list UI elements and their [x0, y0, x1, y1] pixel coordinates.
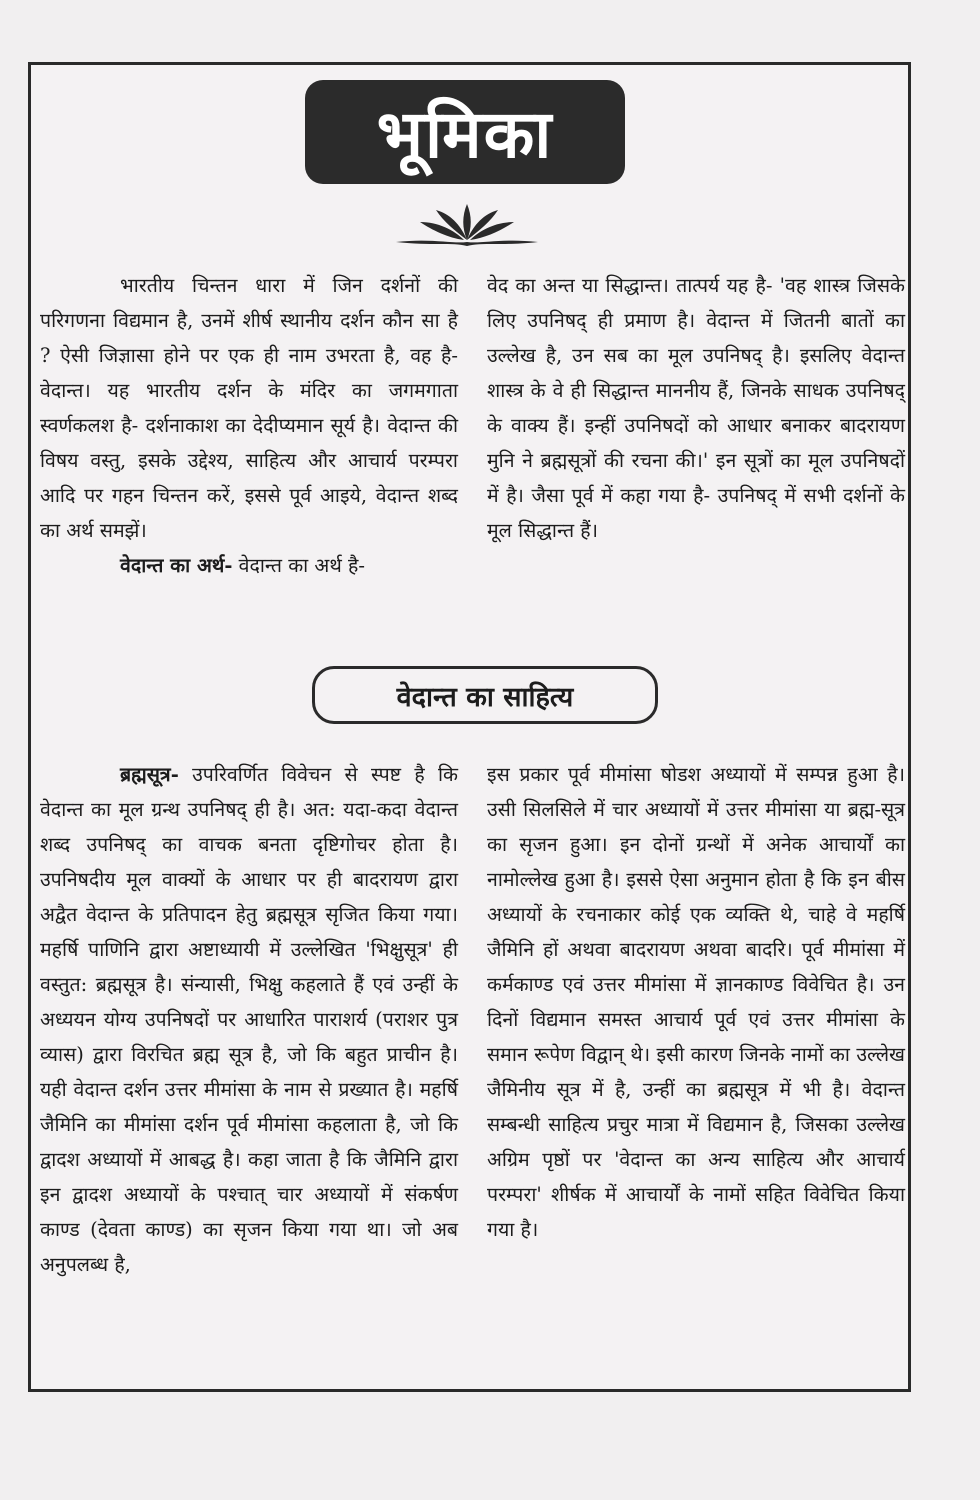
- literature-left-column: [40, 757, 458, 1282]
- brahmasutra-text: उपरिवर्णित विवेचन से स्पष्ट है कि वेदान्त का मूल ग्रन्थ उपनिषद् ही है। अत: यदा-कदा वेदान्त शब्द उपनिषद् का वाचक बनता दृष्टिगोचर होता है। उपनिषदीय मूल वाक्यों के आधार पर ही बादरायण द्वारा अद्वैत वेदान्त के प्रतिपादन हेतु ब्रह्मसूत्र सृजित किया गया। महर्षि पाणिनि द्वारा अष्टाध्यायी में उल्लेखित 'भिक्षुसूत्र' ही वस्तुत: ब्रह्मसूत्र है। संन्यासी, भिक्षु कहलाते हैं एवं उन्हीं के अध्ययन योग्य उपनिषदों पर आधारित पाराशर्य (पराशर पुत्र व्यास) द्वारा विरचित ब्रह्म सूत्र है, जो कि बहुत प्राचीन है। यही वेदान्त दर्शन उत्तर मीमांसा के नाम से प्रख्यात है। महर्षि जैमिनि का मीमांसा दर्शन पूर्व मीमांसा कहलाता है, जो कि द्वादश अध्यायों में आबद्ध है। कहा जाता है कि जैमिनि द्वारा इन द्वादश अध्यायों के पश्चात् चार अध्यायों में संकर्षण काण्ड (देवता काण्ड) का सृजन किया गया था। जो अब अनुपलब्ध है,: [40, 763, 458, 1276]
- meaning-paragraph: [40, 548, 458, 583]
- brahmasutra-label: ब्रह्मसूत्र-: [120, 763, 179, 786]
- brahmasutra-paragraph: [40, 757, 458, 1282]
- mimamsa-paragraph: इस प्रकार पूर्व मीमांसा षोडश अध्यायों में सम्पन्न हुआ है। उसी सिलसिले में चार अध्यायों में उत्तर मीमांसा या ब्रह्म-सूत्र का सृजन हुआ। इन दोनों ग्रन्थों में अनेक आचार्यों का नामोल्लेख हुआ है। इससे ऐसा अनुमान होता है कि इन बीस अध्यायों के रचनाकार कोई एक व्यक्ति थे, चाहे वे महर्षि जैमिनि हों अथवा बादरायण अथवा बादरि। पूर्व मीमांसा में कर्मकाण्ड एवं उत्तर मीमांसा में ज्ञानकाण्ड विवेचित है। उन दिनों विद्यमान समस्त आचार्य पूर्व एवं उत्तर मीमांसा के समान रूपेण विद्वान् थे। इसी कारण जिनके नामों का उल्लेख जैमिनीय सूत्र में है, उन्हीं का ब्रह्मसूत्र में भी है। वेदान्त सम्बन्धी साहित्य प्रचुर मात्रा में विद्यमान है, जिसका उल्लेख अग्रिम पृष्ठों पर 'वेदान्त का अन्य साहित्य और आचार्य परम्परा' शीर्षक में आचार्यों के नामों सहित विवेचित किया गया है।: [487, 763, 905, 1241]
- literature-right-column: [487, 757, 905, 1247]
- intro-paragraph: भारतीय चिन्तन धारा में जिन दर्शनों की परिगणना विद्यमान है, उनमें शीर्ष स्थानीय दर्शन कौन सा है ? ऐसी जिज्ञासा होने पर एक ही नाम उभरता है, वह है-वेदान्त। यह भारतीय दर्शन के मंदिर का जगमगाता स्वर्णकलश है- दर्शनाकाश का देदीप्यमान सूर्य है। वेदान्त की विषय वस्तु, इसके उद्देश्य, साहित्य और आचार्य परम्परा आदि पर गहन चिन्तन करें, इससे पूर्व आइये, वेदान्त शब्द का अर्थ समझें।: [40, 274, 458, 542]
- meaning-continuation: वेद का अन्त या सिद्धान्त। तात्पर्य यह है- 'वह शास्त्र जिसके लिए उपनिषद् ही प्रमाण है। वेदान्त में जितनी बातों का उल्लेख है, उन सब का मूल उपनिषद् है। इसलिए वेदान्त शास्त्र के वे ही सिद्धान्त माननीय हैं, जिनके साधक उपनिषद् के वाक्य हैं। इन्हीं उपनिषदों को आधार बनाकर बादरायण मुनि ने ब्रह्मसूत्रों की रचना की।' इन सूत्रों का मूल उपनिषदों में है। जैसा पूर्व में कहा गया है- उपनिषद् में सभी दर्शनों के मूल सिद्धान्त हैं।: [487, 274, 905, 542]
- meaning-text: वेदान्त का अर्थ है-: [232, 554, 365, 577]
- lotus-ornament-icon: [392, 200, 542, 248]
- meaning-label: वेदान्त का अर्थ-: [120, 554, 233, 577]
- page-title: भूमिका: [305, 80, 625, 184]
- intro-left-column: [40, 268, 458, 583]
- intro-right-column: [487, 268, 905, 548]
- section-heading: वेदान्त का साहित्य: [312, 666, 658, 724]
